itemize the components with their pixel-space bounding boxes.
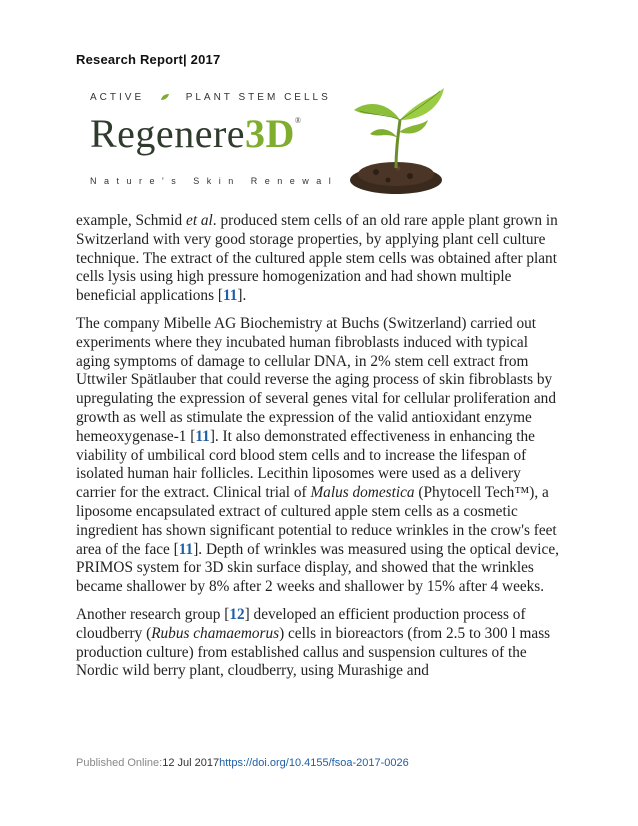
doi-link[interactable]: https://doi.org/10.4155/fsoa-2017-0026 — [219, 757, 409, 769]
banner-tagline — [90, 92, 331, 103]
p1-text-c: . produced stem cells of an old rare apple plant grown in Switzerland with very good storage properties, by applying plant cell culture technique. The extract of the cultured apple stem cells was obtained after plant cells lysis using high pressure homogenization and had shown multiple beneficial applications [ — [76, 212, 558, 305]
publication-footer — [76, 757, 409, 769]
p2-text-b: ]. It also demonstrated effectiveness in enhancing the viability of umbilical cord blood stem cells and to increase the lifespan of isolated human hair follicles. Lecithin liposomes were used as a delivery carrier for the extract. Clinical trial of — [76, 427, 535, 502]
p3-text-c: ) cells in bioreactors (from 2.5 to 300 l mass production culture) from established callus and suspension cultures of the Nordic wild berry plant, cloudberry, using Murashige and — [76, 624, 551, 680]
reference-link-11[interactable]: 11 — [178, 540, 194, 558]
leaf-icon — [160, 93, 170, 101]
registered-mark: ® — [294, 116, 302, 125]
p2-malus-domestica: Malus domestica — [310, 484, 415, 502]
paragraph-1 — [76, 212, 564, 306]
paragraph-2 — [76, 315, 564, 597]
paragraph-3 — [76, 606, 564, 681]
p2-text-d: ]. Depth of wrinkles was measured using the optical device, PRIMOS system for 3D skin surface display, and showed that the wrinkles became shallower by 8% after 2 weeks and shallower by 15% after 4 weeks. — [76, 540, 559, 596]
seedling-soil-image — [340, 80, 452, 198]
p3-text-b: ] developed an efficient production process of cloudberry ( — [76, 605, 526, 642]
p2-text-c: (Phytocell Tech™), a liposome encapsulated extract of cultured apple stem cells as a cosmetic ingredient has shown significant potential to reduce wrinkles in the crow's feet area of the face [ — [76, 484, 557, 558]
regenere-banner — [76, 84, 564, 194]
brand-logo — [90, 110, 301, 157]
brand-name: Regenere — [90, 111, 246, 156]
p1-text-d: ]. — [237, 287, 247, 305]
brand-subtagline: Nature's Skin Renewal — [90, 176, 339, 186]
reference-link-11[interactable]: 11 — [195, 427, 210, 445]
p3-rubus-chamaemorus: Rubus chamaemorus — [151, 624, 280, 642]
reference-link-11[interactable]: 11 — [222, 287, 238, 305]
report-header-title: Research Report| 2017 — [76, 52, 221, 67]
p3-text-a: Another research group [ — [76, 605, 230, 623]
reference-link-12[interactable]: 12 — [229, 605, 245, 623]
article-body — [76, 212, 564, 690]
brand-3d: 3D — [245, 111, 295, 156]
published-online-label: Published Online: — [76, 757, 163, 769]
tagline-plant-stem-cells: PLANT STEM CELLS — [185, 92, 331, 103]
p1-text-a: example, Schmid — [76, 212, 187, 229]
p2-text-a: The company Mibelle AG Biochemistry at Buchs (Switzerland) carried out experiments where they incubated human fibroblasts induced with typical aging symptoms of damage to cellular DNA, in 2% stem cell extract from Uttwiler Spätlauber that could reverse the aging process of skin fibroblasts by upregulating the expression of several genes vital for cellular proliferation and growth as well as stimulate the expression of the valid antioxidant enzyme hemeoxygenase-1 [ — [76, 314, 556, 445]
p1-et-al: et al — [186, 212, 213, 229]
tagline-active: ACTIVE — [90, 92, 145, 103]
publication-date: 12 Jul 2017 — [162, 757, 220, 769]
